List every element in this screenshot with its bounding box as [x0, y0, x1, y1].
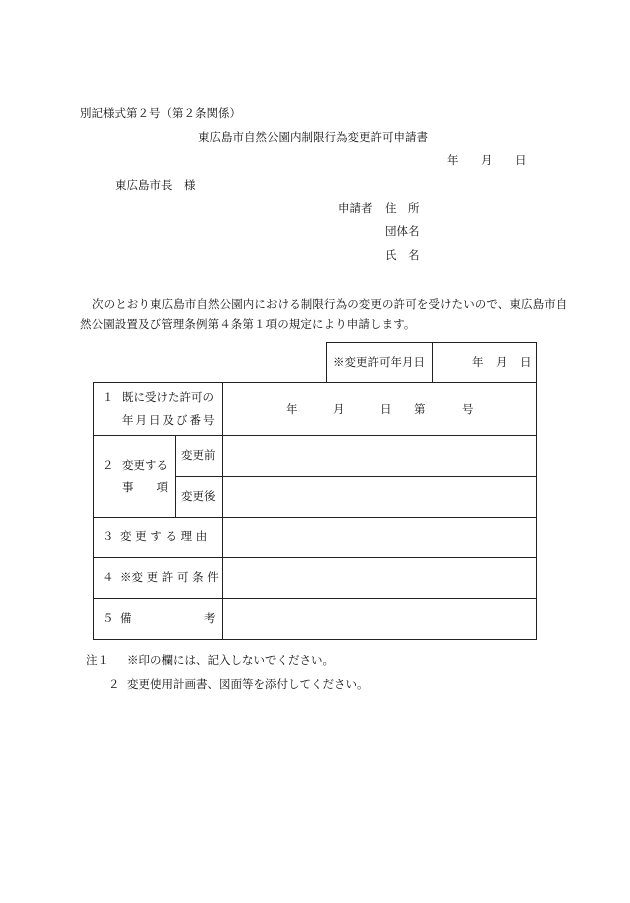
row3-label: 変 更 す る 理 由 — [120, 529, 208, 543]
row1-number: １ — [102, 390, 114, 404]
body-text: 次のとおり東広島市自然公園内における制限行為の変更の許可を受けたいので、東広島市自然公園設置及び管理条例第４条第１項の規定により申請します。 — [80, 297, 568, 331]
row1-number-prefix: 第 — [414, 402, 426, 416]
applicant-address-label: 住 所 — [385, 201, 420, 215]
date-year: 年 — [447, 153, 459, 167]
row4-number: ４ — [102, 570, 114, 584]
row2-after-label: 変更後 — [181, 489, 216, 503]
row5-label-right: 考 — [204, 611, 216, 625]
form-number: 別記様式第２号（第２条関係） — [80, 106, 241, 120]
row1-number-suffix: 号 — [462, 402, 474, 416]
form-title: 東広島市自然公園内制限行為変更許可申請書 — [198, 130, 428, 144]
applicant-label: 申請者 — [338, 201, 373, 215]
note1-text: ※印の欄には、記入しないでください。 — [127, 653, 334, 667]
row1-label-line1: 既に受けた許可の — [122, 390, 214, 404]
note1-number: 注１ — [86, 653, 109, 667]
row4-label: ※変 更 許 可 条 件 — [120, 570, 219, 584]
approval-date-year: 年 — [472, 355, 484, 369]
approval-date-label: ※変更許可年月日 — [333, 355, 425, 369]
row2-label-line2: 事 項 — [122, 480, 168, 494]
date-month: 月 — [481, 153, 493, 167]
row5-label-left: 備 — [120, 611, 132, 625]
row3-number: ３ — [102, 529, 114, 543]
note2-number: ２ — [108, 677, 120, 691]
row1-month: 月 — [333, 402, 345, 416]
approval-date-month: 月 — [496, 355, 508, 369]
applicant-org-label: 団体名 — [385, 224, 420, 238]
applicant-name-label: 氏 名 — [385, 248, 420, 262]
date-day: 日 — [515, 153, 527, 167]
row2-before-label: 変更前 — [181, 448, 216, 462]
row2-label-line1: 変更する — [122, 458, 168, 472]
row2-number: ２ — [102, 458, 114, 472]
row1-label-line2: 年月日及び番号 — [122, 413, 217, 427]
addressee: 東広島市長 様 — [115, 178, 196, 192]
row1-day: 日 — [380, 402, 392, 416]
note2-text: 変更使用計画書、図面等を添付してください。 — [127, 677, 369, 691]
row1-year: 年 — [286, 402, 298, 416]
row5-number: ５ — [102, 611, 114, 625]
approval-date-day: 日 — [520, 355, 532, 369]
